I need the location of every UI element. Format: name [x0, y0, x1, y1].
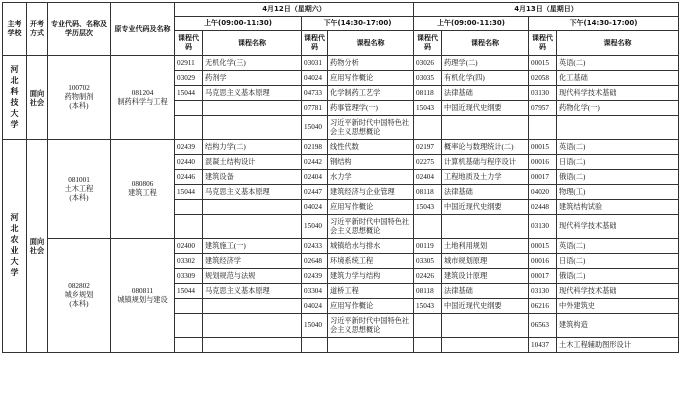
course-code: 07781 — [302, 101, 328, 116]
header-name: 课程名称 — [557, 31, 679, 56]
school-name-cell — [3, 56, 27, 140]
course-name: 概率论与数理统计(二) — [442, 140, 529, 155]
orig-orig-code: 080806 — [131, 180, 154, 188]
course-code: 08118 — [414, 185, 442, 200]
course-name: 日语(二) — [557, 254, 679, 269]
course-code: 07957 — [529, 101, 557, 116]
course-code: 15043 — [414, 200, 442, 215]
course-code: 03130 — [529, 86, 557, 101]
course-name — [328, 338, 414, 353]
course-name: 习近平新时代中国特色社会主义思想概论 — [328, 116, 414, 140]
course-code: 02648 — [302, 254, 328, 269]
course-code: 03029 — [175, 71, 203, 86]
header-code: 课程代码 — [529, 31, 557, 56]
course-name: 现代科学技术基础 — [557, 86, 679, 101]
course-name: 马克思主义基本原理 — [203, 86, 302, 101]
orig-major-cell — [111, 239, 175, 353]
header-name: 课程名称 — [442, 31, 529, 56]
header-code: 课程代码 — [175, 31, 203, 56]
header-code: 课程代码 — [302, 31, 328, 56]
course-code: 00017 — [529, 170, 557, 185]
orig-orig-code: 080811 — [131, 286, 154, 295]
course-code — [414, 338, 442, 353]
course-name: 结构力学(二) — [203, 140, 302, 155]
school-name: 河北科技大学 — [10, 64, 19, 131]
course-name — [557, 116, 679, 140]
course-name: 应用写作概论 — [328, 200, 414, 215]
major-cell — [48, 140, 111, 239]
course-code: 02442 — [302, 155, 328, 170]
header-mode: 开考方式 — [27, 3, 48, 56]
course-name: 建筑设计原理 — [442, 269, 529, 284]
course-code: 03130 — [529, 215, 557, 239]
course-code: 02197 — [414, 140, 442, 155]
course-name: 道桥工程 — [328, 284, 414, 299]
course-name — [203, 314, 302, 338]
course-code: 02447 — [302, 185, 328, 200]
course-name: 化工基础 — [557, 71, 679, 86]
table-row — [3, 239, 679, 254]
course-code: 02439 — [302, 269, 328, 284]
major-level: (本科) — [69, 102, 89, 110]
course-name: 药物化学(一) — [557, 101, 679, 116]
course-name: 法律基础 — [442, 185, 529, 200]
course-code — [414, 215, 442, 239]
course-name: 马克思主义基本原理 — [203, 185, 302, 200]
major-cell — [48, 239, 111, 353]
course-code: 03302 — [175, 254, 203, 269]
exam-schedule-table — [2, 2, 679, 353]
course-code — [175, 116, 203, 140]
course-name: 中国近现代史纲要 — [442, 200, 529, 215]
course-code: 06216 — [529, 299, 557, 314]
course-name: 工程地质及土力学 — [442, 170, 529, 185]
course-code: 04024 — [302, 200, 328, 215]
course-name: 化学制药工艺学 — [328, 86, 414, 101]
course-code: 00015 — [529, 56, 557, 71]
course-name: 水力学 — [328, 170, 414, 185]
major-level: (本科) — [69, 300, 89, 308]
course-name: 药事管理学(一) — [328, 101, 414, 116]
course-code: 02404 — [414, 170, 442, 185]
course-name: 现代科学技术基础 — [557, 215, 679, 239]
course-code: 02058 — [529, 71, 557, 86]
course-name: 英语(二) — [557, 140, 679, 155]
course-name: 中外建筑史 — [557, 299, 679, 314]
major-code: 100702 — [68, 84, 90, 92]
course-name: 建筑施工(一) — [203, 239, 302, 254]
course-code — [175, 314, 203, 338]
header-am2: 上午(09:00-11:30) — [414, 17, 529, 31]
orig-orig-code: 081204 — [131, 88, 154, 97]
course-name: 建筑设备 — [203, 170, 302, 185]
course-code — [175, 200, 203, 215]
course-name: 俄语(二) — [557, 170, 679, 185]
course-code: 02448 — [529, 200, 557, 215]
course-code: 15043 — [414, 101, 442, 116]
course-code: 04024 — [302, 299, 328, 314]
course-code: 02446 — [175, 170, 203, 185]
course-name: 药物分析 — [328, 56, 414, 71]
course-code: 04020 — [529, 185, 557, 200]
course-name: 规划规范与法规 — [203, 269, 302, 284]
orig-orig-name: 建筑工程 — [128, 189, 157, 197]
course-code — [302, 338, 328, 353]
header-day1: 4月12日（星期六） — [175, 3, 414, 17]
course-code — [414, 314, 442, 338]
course-name: 混凝土结构设计 — [203, 155, 302, 170]
course-name: 日语(二) — [557, 155, 679, 170]
course-code: 00015 — [529, 140, 557, 155]
course-code: 15040 — [302, 116, 328, 140]
major-name: 城乡规划 — [64, 291, 94, 299]
school-name-cell — [3, 140, 27, 353]
course-code: 03031 — [302, 56, 328, 71]
exam-mode: 面向社会 — [27, 56, 48, 140]
course-code — [175, 338, 203, 353]
course-code: 00016 — [529, 254, 557, 269]
header-major: 专业代码、名称及学历层次 — [48, 3, 111, 56]
course-name: 中国近现代史纲要 — [442, 299, 529, 314]
header-am1: 上午(09:00-11:30) — [175, 17, 302, 31]
course-name — [203, 215, 302, 239]
course-name: 习近平新时代中国特色社会主义思想概论 — [328, 314, 414, 338]
course-code: 06563 — [529, 314, 557, 338]
course-name: 现代科学技术基础 — [557, 284, 679, 299]
course-code: 00015 — [529, 239, 557, 254]
course-code: 02400 — [175, 239, 203, 254]
school-name: 河北农业大学 — [10, 213, 19, 279]
course-name — [203, 101, 302, 116]
course-name: 建筑经济学 — [203, 254, 302, 269]
course-name: 应用写作概论 — [328, 299, 414, 314]
course-name: 药理学(二) — [442, 56, 529, 71]
course-name: 英语(二) — [557, 56, 679, 71]
course-code: 08118 — [414, 86, 442, 101]
course-name — [203, 200, 302, 215]
course-code: 15044 — [175, 185, 203, 200]
course-name: 药剂学 — [203, 71, 302, 86]
exam-mode: 面向社会 — [27, 140, 48, 353]
course-name: 建筑经济与企业管理 — [328, 185, 414, 200]
course-name: 有机化学(四) — [442, 71, 529, 86]
course-code — [414, 116, 442, 140]
major-code: 082802 — [68, 282, 90, 290]
course-name — [203, 116, 302, 140]
major-cell — [48, 56, 111, 140]
course-name: 应用写作概论 — [328, 71, 414, 86]
course-name: 英语(二) — [557, 239, 679, 254]
course-name: 物理(工) — [557, 185, 679, 200]
major-name: 土木工程 — [64, 184, 94, 193]
course-name — [442, 338, 529, 353]
course-code: 02426 — [414, 269, 442, 284]
header-pm2: 下午(14:30-17:00) — [529, 17, 679, 31]
course-code: 03026 — [414, 56, 442, 71]
header-code: 课程代码 — [414, 31, 442, 56]
course-code: 03305 — [414, 254, 442, 269]
course-name: 马克思主义基本原理 — [203, 284, 302, 299]
header-pm1: 下午(14:30-17:00) — [302, 17, 414, 31]
course-name: 建筑力学与结构 — [328, 269, 414, 284]
course-name: 钢结构 — [328, 155, 414, 170]
course-name: 计算机基础与程序设计 — [442, 155, 529, 170]
course-name — [442, 215, 529, 239]
course-code: 15043 — [414, 299, 442, 314]
header-day2: 4月13日（星期日） — [414, 3, 679, 17]
course-name — [442, 314, 529, 338]
major-code: 081001 — [68, 175, 90, 184]
header-name: 课程名称 — [328, 31, 414, 56]
course-name: 俄语(二) — [557, 269, 679, 284]
course-code: 00017 — [529, 269, 557, 284]
orig-orig-name: 制药科学与工程 — [117, 97, 168, 106]
header-name: 课程名称 — [203, 31, 302, 56]
header-orig-major: 原专业代码及名称 — [111, 3, 175, 56]
course-code: 15040 — [302, 215, 328, 239]
table-row — [3, 56, 679, 71]
course-name: 线性代数 — [328, 140, 414, 155]
course-code — [529, 116, 557, 140]
major-name: 药物制剂 — [64, 93, 94, 101]
course-code: 15044 — [175, 284, 203, 299]
course-code: 03130 — [529, 284, 557, 299]
course-code — [175, 299, 203, 314]
course-name: 法律基础 — [442, 86, 529, 101]
major-level: (本科) — [69, 193, 89, 202]
course-name: 无机化学(三) — [203, 56, 302, 71]
course-code: 10437 — [529, 338, 557, 353]
course-name — [442, 116, 529, 140]
orig-major-cell — [111, 140, 175, 239]
course-name: 习近平新时代中国特色社会主义思想概论 — [328, 215, 414, 239]
course-code: 02433 — [302, 239, 328, 254]
course-code: 15040 — [302, 314, 328, 338]
header-school: 主考学校 — [3, 3, 27, 56]
course-code — [175, 215, 203, 239]
course-name: 城镇给水与排水 — [328, 239, 414, 254]
course-name: 法律基础 — [442, 284, 529, 299]
course-code: 15044 — [175, 86, 203, 101]
course-name: 土木工程辅助图形设计 — [557, 338, 679, 353]
course-name: 环境系统工程 — [328, 254, 414, 269]
orig-major-cell — [111, 56, 175, 140]
course-code: 02440 — [175, 155, 203, 170]
course-name: 建筑构造 — [557, 314, 679, 338]
course-code: 03304 — [302, 284, 328, 299]
course-name — [203, 338, 302, 353]
course-name: 建筑结构试验 — [557, 200, 679, 215]
course-code: 04733 — [302, 86, 328, 101]
course-name — [203, 299, 302, 314]
orig-orig-name: 城镇规划与建设 — [117, 295, 168, 304]
course-code: 03035 — [414, 71, 442, 86]
course-code: 04024 — [302, 71, 328, 86]
course-code: 00016 — [529, 155, 557, 170]
course-code: 03309 — [175, 269, 203, 284]
course-name: 城市规划原理 — [442, 254, 529, 269]
course-name: 中国近现代史纲要 — [442, 101, 529, 116]
course-code — [175, 101, 203, 116]
course-code: 02275 — [414, 155, 442, 170]
course-code: 02439 — [175, 140, 203, 155]
course-code: 08118 — [414, 284, 442, 299]
course-code: 02404 — [302, 170, 328, 185]
table-row — [3, 140, 679, 155]
course-code: 02198 — [302, 140, 328, 155]
course-name: 土地利用规划 — [442, 239, 529, 254]
schedule-body — [3, 56, 679, 353]
course-code: 00119 — [414, 239, 442, 254]
course-code: 02911 — [175, 56, 203, 71]
